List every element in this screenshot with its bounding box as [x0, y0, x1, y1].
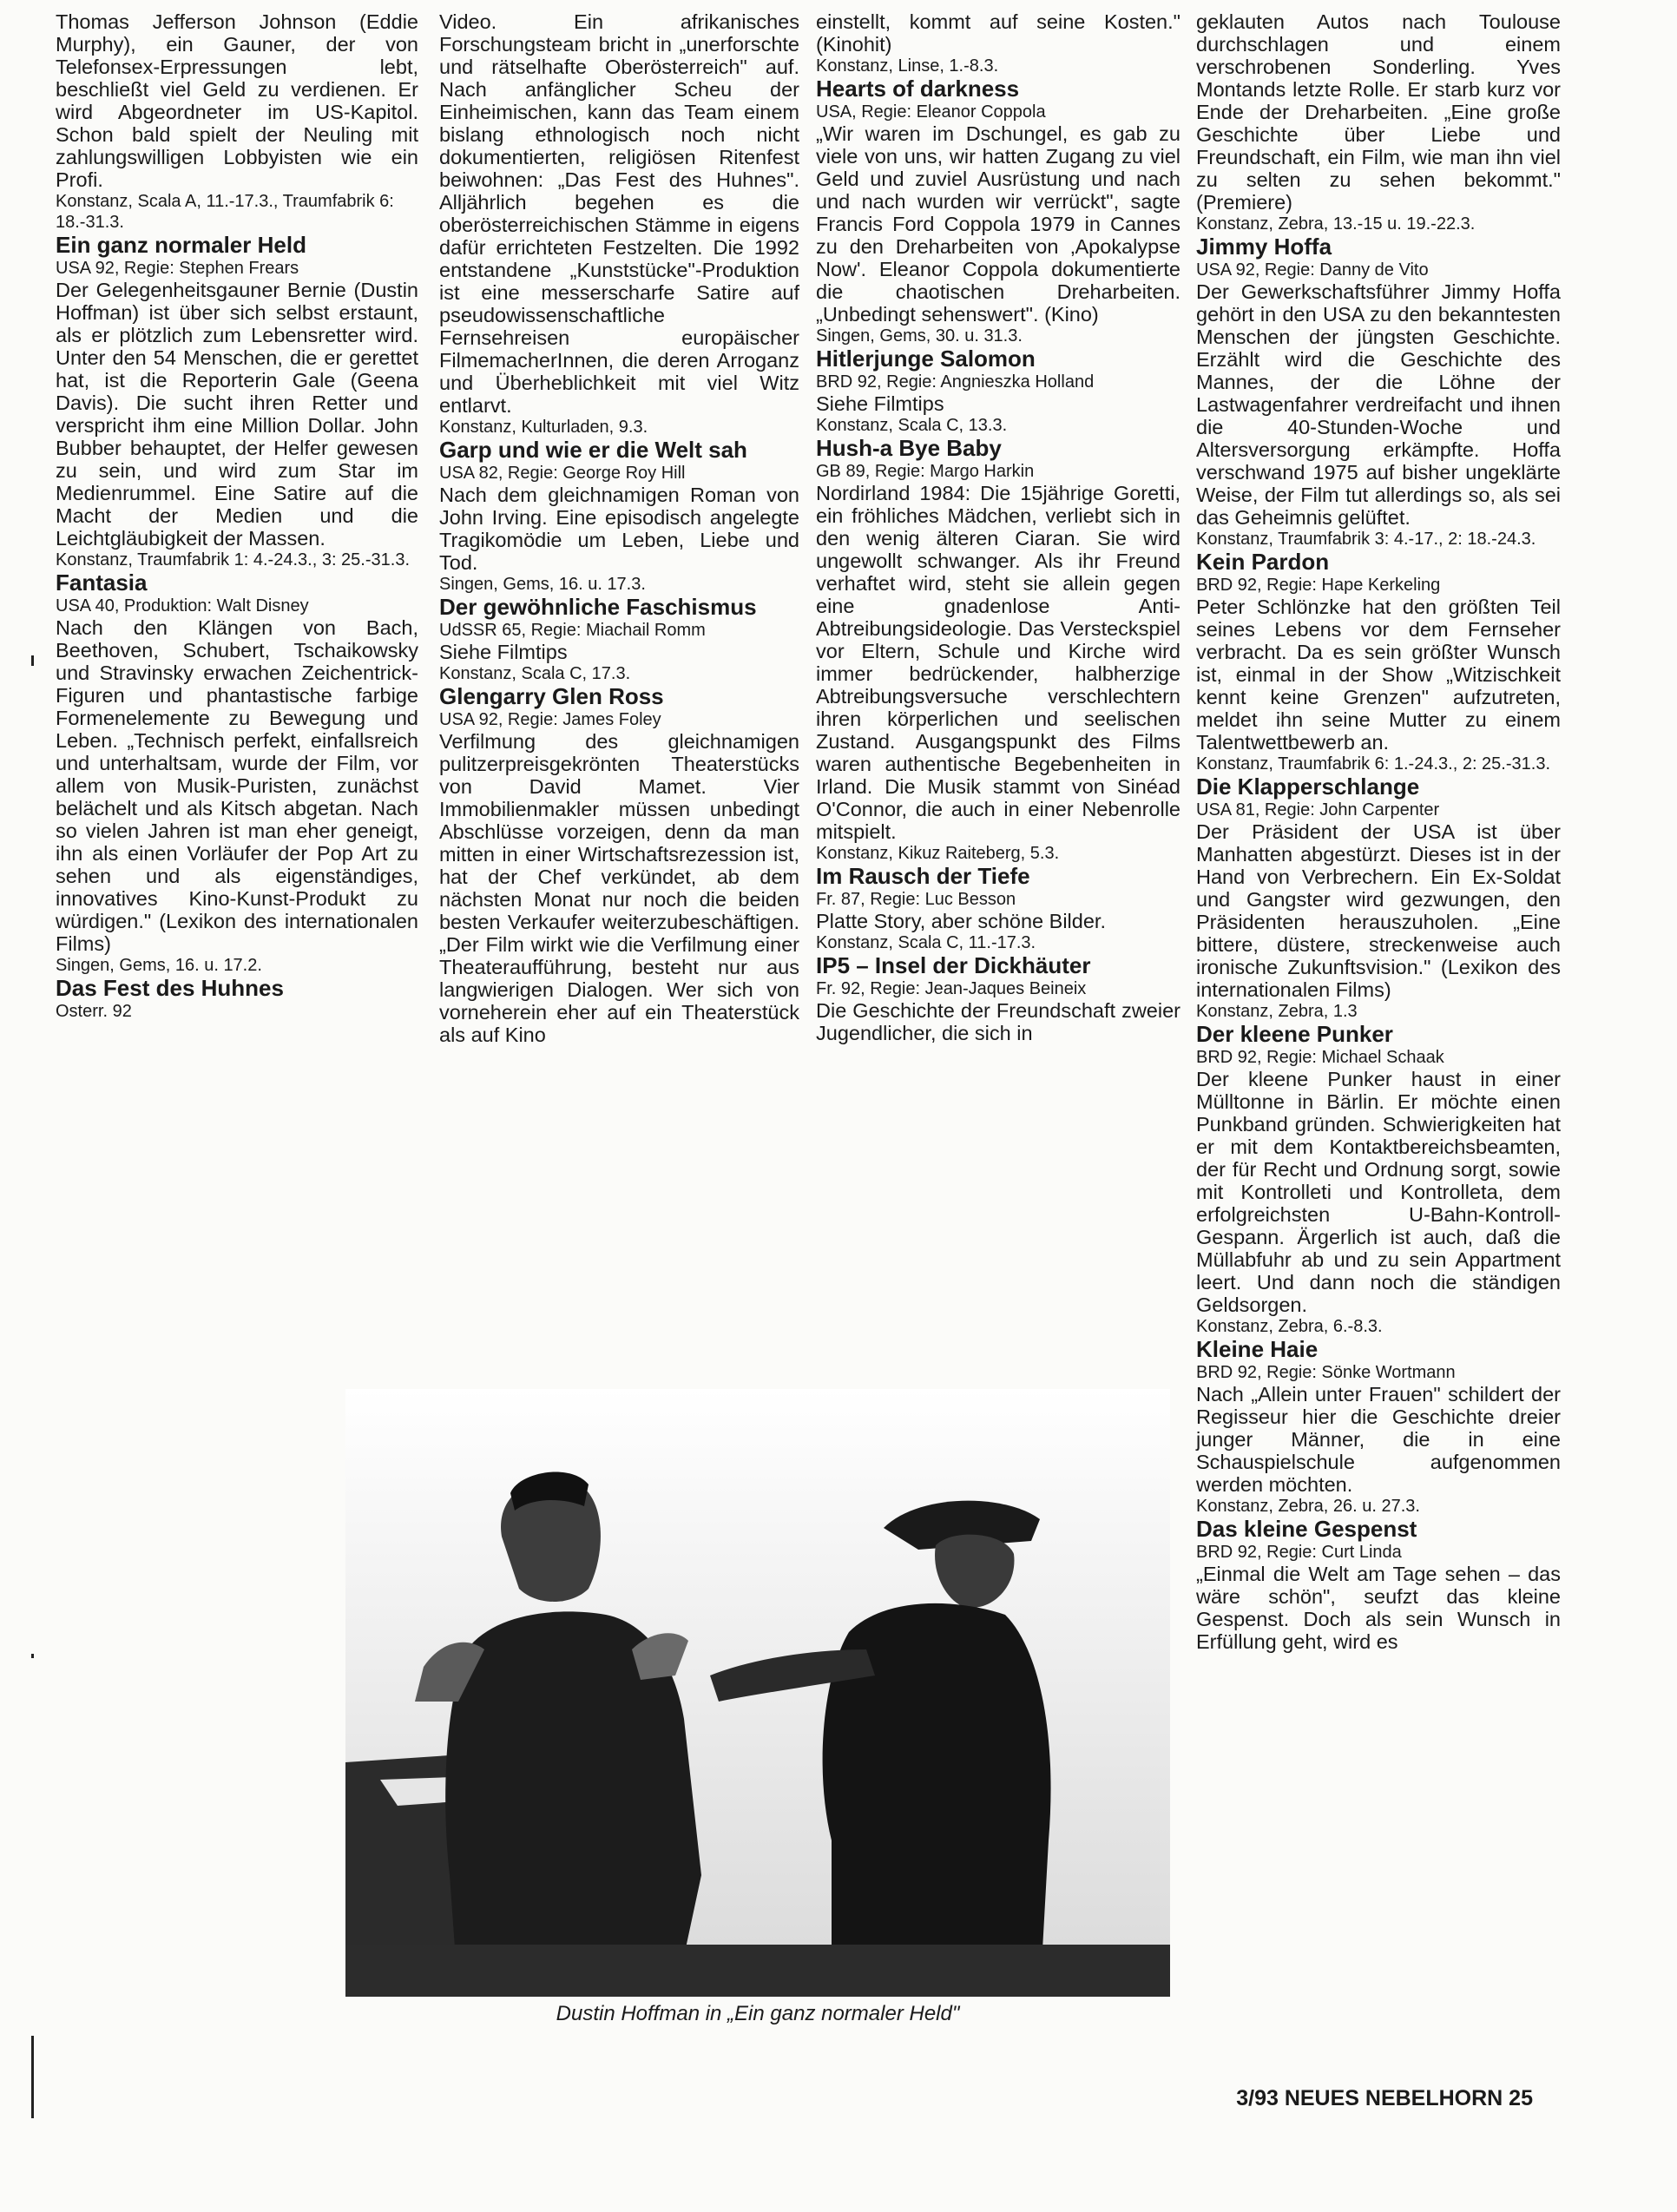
entry-venue: Konstanz, Traumfabrik 3: 4.-17., 2: 18.-24.3. [1196, 530, 1536, 549]
entry-body: Der Gewerkschaftsführer Jimmy Hoffa gehört in den USA zu den bekanntesten Menschen der jüngsten Geschichte. Erzählt wird die Geschichte des Mannes, der die Löhne der Lastwagenfahrer verdreifacht und ihnen die 40-Stunden-Woche und Altersversorgung erkämpfte. Hoffa verschwand 1975 auf bisher ungeklärte Weise, der Film tut allerdings so, als sei das Geheimnis gelüftet. [1196, 280, 1561, 529]
entry-title: Kleine Haie [1196, 1336, 1319, 1362]
entry-body: Die Geschichte der Freundschaft zweier Jugendlicher, die sich in [816, 999, 1180, 1044]
entry-title: Im Rausch der Tiefe [816, 863, 1030, 889]
entry-body: „Wir waren im Dschungel, es gab zu viele von uns, wir hatten Zugang zu viel Geld und zuviel Ausrüstung und nach und nach wurden wir verrückt", sagte Francis Ford Coppola 1979 in Cannes zu den Dreharbeiten von ‚Apokalypse Now'. Eleanor Coppola dokumentierte die chaotischen Dreharbeiten. „Unbedingt sehenswert". (Kino) [816, 122, 1180, 326]
entry-venue: Konstanz, Zebra, 1.3 [1196, 1002, 1358, 1021]
entry-venue: Konstanz, Traumfabrik 1: 4.-24.3., 3: 25.-31.3. [56, 550, 410, 569]
entry-title: Das kleine Gespenst [1196, 1516, 1417, 1542]
entry-meta: USA 81, Regie: John Carpenter [1196, 800, 1440, 820]
column-4 [1196, 10, 1561, 1653]
entry-title: Der gewöhnliche Faschismus [439, 594, 757, 620]
entry-venue: Konstanz, Scala C, 17.3. [439, 664, 631, 683]
entry-title: Hearts of darkness [816, 76, 1020, 102]
entry-body: einstellt, kommt auf seine Kosten." (Kinohit) [816, 10, 1180, 56]
entry-body: Thomas Jefferson Johnson (Eddie Murphy), ein Gauner, der von Telefonsex-Erpressungen lebt, beschließt viel Geld zu verdienen. Er wird Abgeordneter im US-Kapitol. Schon bald spielt der Neuling mit zahlungswilligen Lobbyisten wie ein Profi. [56, 10, 418, 191]
entry-meta: BRD 92, Regie: Curt Linda [1196, 1543, 1402, 1562]
entry-venue: Konstanz, Zebra, 26. u. 27.3. [1196, 1497, 1420, 1516]
entry-title: Garp und wie er die Welt sah [439, 437, 747, 463]
entry-body: Siehe Filmtips [439, 641, 568, 663]
entry-meta: BRD 92, Regie: Angnieszka Holland [816, 372, 1095, 392]
entry-meta: USA 92, Regie: Danny de Vito [1196, 260, 1429, 280]
entry-body: Verfilmung des gleichnamigen pulitzerpreisgekrönten Theaterstücks von David Mamet. Vier Immobilienmakler müssen unbedingt Abschlüsse vorzeigen, denn da man mitten in einer Wirtschaftsrezession ist, hat der Chef verkündet, ab dem nächsten Monat nur noch die beiden besten Verkaufer weiterzubeschäftigen. „Der Film wirkt wie die Verfilmung einer Theateraufführung, besteht nur aus langwierigen Dialogen. Wer sich von vorneherein eher auf ein Theaterstück als auf Kino [439, 730, 799, 1046]
margin-mark [31, 655, 34, 666]
entry-body: geklauten Autos nach Toulouse durchschlagen und einem verschrobenen Sonderling. Yves Montands letzte Rolle. Er starb kurz vor Ende der Dreharbeiten. „Eine große Geschichte über Liebe und Freundschaft, ein Film, wie man ihn viel zu selten zu sehen bekommt." (Premiere) [1196, 10, 1561, 214]
entry-title: Kein Pardon [1196, 549, 1330, 575]
entry-body: Video. Ein afrikanisches Forschungsteam bricht in „unerforschte und rätselhafte Oberösterreich" auf. Nach anfänglicher Scheu der Einheimischen, kann das Team einem bislang ethnologisch noch nicht dokumentierten, religiösen Ritenfest beiwohnen: „Das Fest des Huhnes". Alljährlich begehen es die oberösterreichischen Stämme in eigens dafür errichteten Festzelten. Die 1992 entstandene „Kunststücke"-Produktion ist eine messerscharfe Satire auf pseudowissenschaftliche Fernsehreisen europäischer FilmemacherInnen, die deren Arroganz und Überheblichkeit mit viel Witz entlarvt. [439, 10, 799, 417]
entry-body: Nordirland 1984: Die 15jährige Goretti, ein fröhliches Mädchen, verliebt sich in den wenig älteren Ciaran. Sie wird ungewollt schwanger. Als ihr Freund verhaftet wird, steht sie allein gegen eine gnadenlose Anti-Abtreibungsideologie. Das Versteckspiel vor Eltern, Schule und Kirche wird immer bedrückender, halbherzige Abtreibungsversuche verschlechtern ihren körperlichen und seelischen Zustand. Ausgangspunkt des Films waren authentische Begebenheiten in Irland. Die Musik stammt von Sinéad O'Connor, die auch in einer Nebenrolle mitspielt. [816, 482, 1180, 843]
entry-body: Der Gelegenheitsgauner Bernie (Dustin Hoffman) ist über sich selbst erstaunt, als er plötzlich zum Lebensretter wird. Unter den 54 Menschen, die er gerettet hat, ist die Reporterin Gale (Geena Davis). Die sucht ihren Retter und verspricht ihm eine Million Dollar. John Bubber behauptet, der Helfer gewesen zu sein, und wird zum Star im Medienrummel. Eine Satire auf die Macht der Medien und die Leichtgläubigkeit der Massen. [56, 279, 418, 550]
column-3 [816, 10, 1180, 1044]
entry-meta: USA 82, Regie: George Roy Hill [439, 464, 686, 483]
entry-title: Glengarry Glen Ross [439, 683, 664, 709]
page-footer: 3/93 NEUES NEBELHORN 25 [1236, 2086, 1533, 2110]
entry-title: Hush-a Bye Baby [816, 435, 1002, 461]
entry-meta: Osterr. 92 [56, 1002, 132, 1021]
entry-title: Fantasia [56, 569, 148, 596]
entry-venue: Singen, Gems, 30. u. 31.3. [816, 326, 1023, 346]
entry-title: IP5 – Insel der Dickhäuter [816, 952, 1091, 978]
entry-title: Jimmy Hoffa [1196, 234, 1332, 260]
entry-venue: Konstanz, Traumfabrik 6: 1.-24.3., 2: 25.-31.3. [1196, 754, 1550, 774]
entry-venue: Singen, Gems, 16. u. 17.3. [439, 575, 646, 594]
margin-mark [31, 1654, 34, 1658]
photo-caption: Dustin Hoffman in „Ein ganz normaler Held" [556, 2002, 960, 2025]
entry-venue: Konstanz, Kikuz Raiteberg, 5.3. [816, 844, 1060, 863]
entry-meta: BRD 92, Regie: Michael Schaak [1196, 1048, 1444, 1067]
entry-meta: USA 92, Regie: Stephen Frears [56, 259, 299, 278]
entry-meta: Fr. 87, Regie: Luc Besson [816, 890, 1016, 909]
entry-venue: Konstanz, Scala C, 11.-17.3. [816, 933, 1036, 952]
column-1 [56, 10, 418, 1022]
entry-title: Ein ganz normaler Held [56, 232, 306, 258]
entry-venue: Konstanz, Scala A, 11.-17.3., Traumfabrik 6: 18.-31.3. [56, 192, 394, 232]
entry-title: Das Fest des Huhnes [56, 975, 284, 1001]
entry-body: Der kleene Punker haust in einer Mülltonne in Bärlin. Er möchte einen Punkband gründen. Schwierigkeiten hat er mit dem Kontaktbereichsbeamten, der für Recht und Ordnung sorgt, sowie mit Kontrolleti und Kontrolleta, dem erfolgreichsten U-Bahn-Kontroll-Gespann. Ärgerlich ist auch, daß die Müllabfuhr ab und zu sein Appartment leert. Und dann noch die ständigen Geldsorgen. [1196, 1068, 1561, 1316]
entry-body: Siehe Filmtips [816, 392, 944, 415]
entry-body: Der Präsident der USA ist über Manhatten abgestürzt. Dieses ist in der Hand von Verbrechern. Ein Ex-Soldat und Gangster wird gezwungen, den Präsidenten herauszuholen. „Eine bittere, düstere, streckenweise auch ironische Zukunftsvision." (Lexikon des internationalen Films) [1196, 820, 1561, 1001]
entry-venue: Konstanz, Kulturladen, 9.3. [439, 418, 648, 437]
entry-body: Nach den Klängen von Bach, Beethoven, Schubert, Tschaikowsky und Stravinsky erwachen Zeichentrick-Figuren und phantastische farbige Formenelemente zu Bewegung und Leben. „Technisch perfekt, einfallsreich und unterhaltsam, wurde der Film, vor allem von Musik-Puristen, zunächst belächelt und als Kitsch abgetan. Nach so vielen Jahren ist man eher geneigt, ihn als einen Vorläufer der Pop Art zu sehen und als eigenständiges, innovatives Kino-Kunst-Produkt zu würdigen." (Lexikon des internationalen Films) [56, 616, 418, 955]
entry-meta: USA 40, Produktion: Walt Disney [56, 596, 309, 616]
entry-meta: BRD 92, Regie: Sönke Wortmann [1196, 1363, 1456, 1382]
entry-body: Nach dem gleichnamigen Roman von John Irving. Eine episodisch angelegte Tragikomödie um Leben, Liebe und Tod. [439, 484, 799, 574]
column-2 [439, 10, 799, 1046]
entry-meta: USA 92, Regie: James Foley [439, 710, 661, 729]
entry-meta: GB 89, Regie: Margo Harkin [816, 462, 1035, 481]
entry-venue: Konstanz, Zebra, 6.-8.3. [1196, 1317, 1383, 1336]
entry-venue: Konstanz, Zebra, 13.-15 u. 19.-22.3. [1196, 214, 1476, 234]
entry-meta: UdSSR 65, Regie: Miachail Romm [439, 621, 706, 640]
entry-meta: Fr. 92, Regie: Jean-Jaques Beineix [816, 979, 1087, 998]
entry-meta: BRD 92, Regie: Hape Kerkeling [1196, 576, 1441, 595]
entry-venue: Konstanz, Scala C, 13.3. [816, 416, 1008, 435]
entry-body: Nach „Allein unter Frauen" schildert der Regisseur hier die Geschichte dreier junger Männer, die in eine Schauspielschule aufgenommen werden möchten. [1196, 1383, 1561, 1496]
entry-venue: Singen, Gems, 16. u. 17.2. [56, 956, 262, 975]
entry-body: „Einmal die Welt am Tage sehen – das wäre schön", seufzt das kleine Gespenst. Doch als sein Wunsch in Erfüllung geht, wird es [1196, 1563, 1561, 1653]
entry-venue: Konstanz, Linse, 1.-8.3. [816, 56, 999, 76]
entry-body: Peter Schlönzke hat den größten Teil seines Lebens vor dem Fernseher verbracht. Da es sein größter Wunsch ist, einmal in der Show „Witzischkeit kennt keine Grenzen" aufzutreten, meldet ihn seine Mutter zu einem Talentwettbewerb an. [1196, 596, 1561, 754]
entry-title: Der kleene Punker [1196, 1021, 1393, 1047]
entry-title: Hitlerjunge Salomon [816, 346, 1036, 372]
margin-mark [31, 2036, 34, 2118]
film-still-photo [345, 1389, 1170, 1997]
entry-body: Platte Story, aber schöne Bilder. [816, 910, 1106, 932]
entry-meta: USA, Regie: Eleanor Coppola [816, 102, 1046, 122]
entry-title: Die Klapperschlange [1196, 774, 1420, 800]
